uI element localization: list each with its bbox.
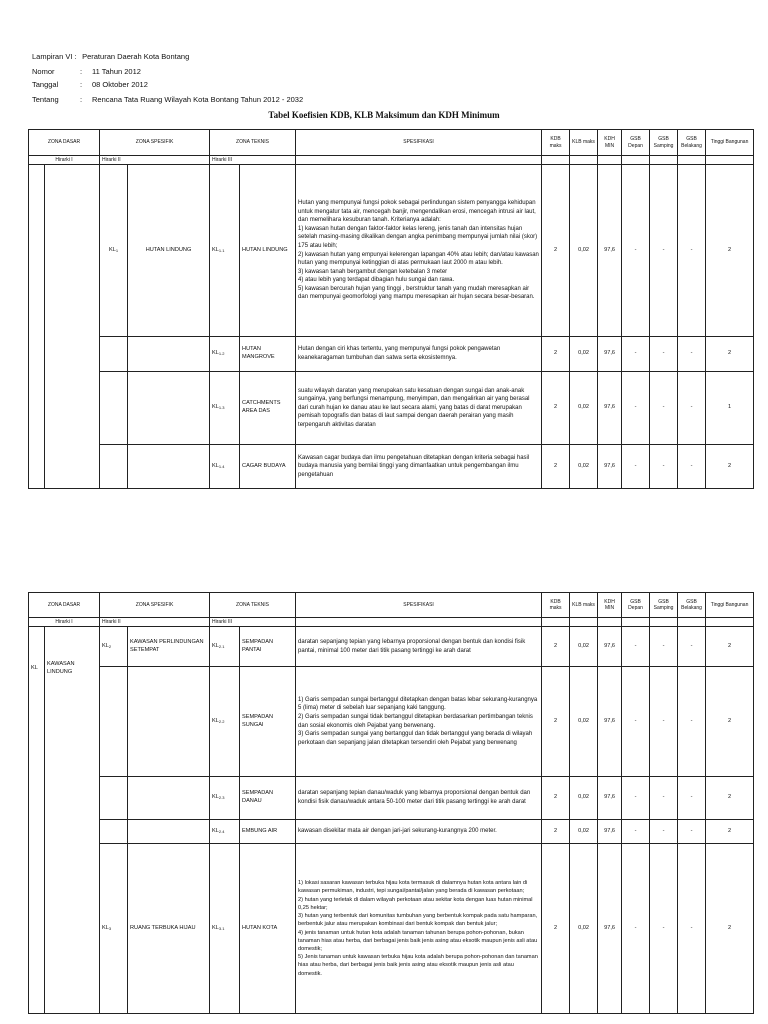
zona-spesifik-name: RUANG TERBUKA HIJAU <box>128 844 210 1014</box>
kdh-cell: 97,6 <box>598 627 622 667</box>
header-klb: KLB maks <box>570 130 598 156</box>
tanggal-value: 08 Oktober 2012 <box>92 80 148 89</box>
kdb-cell: 2 <box>542 820 570 844</box>
hirarki-2: Hirarki II <box>100 618 210 627</box>
tinggi-cell: 1 <box>706 372 754 445</box>
header-gsb-samping: GSB Samping <box>650 130 678 156</box>
hirarki-3: Hirarki III <box>210 618 296 627</box>
zona-teknis-code: $KL_{2.2}$ <box>210 667 240 777</box>
spesifikasi-cell: Hutan yang mempunyai fungsi pokok sebagai perlindungan sistem penyangga kehidupan untuk mengatur tata air, mencegah banjir, mengendalikan erosi, mencegah intrusi air laut, dan memelihara kesuburan tanah. Kriterianya adalah: 1) kawasan hutan dengan faktor-faktor kelas lereng, jenis tanah dan intensitas hujan setelah masing-masing dikalikan dengan angka penimbang mempunyai jumlah nilai (skor) 175 atau lebih; 2) kawasan hutan yang empunyai kelerengan lapangan 40% atau lebih; dan/atau kawasan hutan yang mempunyai ketinggian di atas permukaan laut 2000 m atau lebih. 3) kawasan tanah bergambut dengan ketebalan 3 meter 4) atau lebih yang terdapat dibagian hulu sungai dan rawa. 5) kawasan bercurah hujan yang tinggi , berstruktur tanah yang mudah meresapkan air dan mempunyai geomorfologi yang mampu meresapkan air hujan secara besar-besaran. <box>296 165 542 337</box>
table-row <box>29 777 754 820</box>
kdb-cell: 2 <box>542 445 570 489</box>
tinggi-cell: 2 <box>706 777 754 820</box>
gsb-belakang-cell: - <box>678 445 706 489</box>
header-zona-dasar: ZONA DASAR <box>29 593 100 618</box>
tinggi-cell: 2 <box>706 165 754 337</box>
gsb-belakang-cell: - <box>678 777 706 820</box>
hirarki-1: Hirarki I <box>29 156 100 165</box>
header-spesifikasi: SPESIFIKASI <box>296 130 542 156</box>
gsb-depan-cell: - <box>622 372 650 445</box>
hierarchy-row <box>29 618 754 627</box>
tentang-value: Rencana Tata Ruang Wilayah Kota Bontang Tahun 2012 - 2032 <box>92 95 304 104</box>
header-zona-teknis: ZONA TEKNIS <box>210 593 296 618</box>
table-row <box>29 372 754 445</box>
gsb-depan-cell: - <box>622 820 650 844</box>
gsb-depan-cell: - <box>622 165 650 337</box>
header-row <box>29 130 754 156</box>
header-kdh: KDH MIN <box>598 130 622 156</box>
tinggi-cell: 2 <box>706 844 754 1014</box>
header-zona-spesifik: ZONA SPESIFIK <box>100 593 210 618</box>
spesifikasi-cell: kawasan disekitar mata air dengan jari-jari sekurang-kurangnya 200 meter. <box>296 820 542 844</box>
zona-spesifik-name: HUTAN LINDUNG <box>128 165 210 337</box>
klb-cell: 0,02 <box>570 627 598 667</box>
kdb-cell: 2 <box>542 627 570 667</box>
gsb-belakang-cell: - <box>678 820 706 844</box>
zona-teknis-code: $KL_{3.1}$ <box>210 844 240 1014</box>
tentang-line <box>32 95 303 105</box>
gsb-depan-cell: - <box>622 445 650 489</box>
nomor-value: 11 Tahun 2012 <box>92 67 141 76</box>
zona-dasar-code: KL <box>29 627 45 1014</box>
kdb-table-page-1 <box>28 129 754 489</box>
gsb-samping-cell: - <box>650 844 678 1014</box>
zona-teknis-code: $KL_{1.4}$ <box>210 445 240 489</box>
zona-teknis-name: HUTAN MANGROVE <box>240 337 296 372</box>
header-kdh: KDH MIN <box>598 593 622 618</box>
kdh-cell: 97,6 <box>598 372 622 445</box>
header-zona-dasar: ZONA DASAR <box>29 130 100 156</box>
header-tinggi: Tinggi Bangunan <box>706 593 754 618</box>
zona-teknis-code: $KL_{1.3}$ <box>210 372 240 445</box>
zona-spesifik-code: $KL_1$ <box>100 165 128 337</box>
gsb-samping-cell: - <box>650 667 678 777</box>
zona-dasar-name-cell <box>45 165 100 489</box>
table-row <box>29 627 754 667</box>
gsb-belakang-cell: - <box>678 337 706 372</box>
tentang-separator: : <box>80 95 83 104</box>
gsb-depan-cell: - <box>622 844 650 1014</box>
gsb-samping-cell: - <box>650 627 678 667</box>
zona-spesifik-code: $KL_2$ <box>100 627 128 667</box>
spesifikasi-cell: suatu wilayah daratan yang merupakan satu kesatuan dengan sungai dan anak-anak sungainya, yang berfungsi menampung, menyimpan, dan mengalirkan air yang berasal dari curah hujan ke danau atau ke laut secara alami, yang batas di darat merupakan pemisah topografis dan batas di laut sampai dengan daerah perairan yang masih terpengaruh aktivitas daratan <box>296 372 542 445</box>
hirarki-1: Hirarki I <box>29 618 100 627</box>
zona-teknis-code: $KL_{1.2}$ <box>210 337 240 372</box>
kdb-cell: 2 <box>542 667 570 777</box>
zona-teknis-name: SEMPADAN SUNGAI <box>240 667 296 777</box>
klb-cell: 0,02 <box>570 777 598 820</box>
klb-cell: 0,02 <box>570 372 598 445</box>
tinggi-cell: 2 <box>706 667 754 777</box>
gsb-depan-cell: - <box>622 667 650 777</box>
hirarki-3: Hirarki III <box>210 156 296 165</box>
zona-teknis-name: HUTAN KOTA <box>240 844 296 1014</box>
klb-cell: 0,02 <box>570 844 598 1014</box>
zona-teknis-name: CATCHMENTS AREA DAS <box>240 372 296 445</box>
zona-teknis-name: HUTAN LINDUNG <box>240 165 296 337</box>
kdh-cell: 97,6 <box>598 165 622 337</box>
header-gsb-belakang: GSB Belakang <box>678 130 706 156</box>
zona-teknis-name: CAGAR BUDAYA <box>240 445 296 489</box>
spesifikasi-cell: 1) lokasi sasaran kawasan terbuka hijau kota termasuk di dalamnya hutan kota antara lain di kawasan permukiman, industri, tepi sungai/pantai/jalan yang berada di kawasan perkotaan; 2) hutan yang terletak di dalam wilayah perkotaan atau sekitar kota dengan luas hutan minimal 0,25 hektar; 3) hutan yang terbentuk dari komunitas tumbuhan yang berbentuk kompak pada satu hamparan, berbentuk jalur atau merupakan kombinasi dari bentuk kompak dan bentuk jalur; 4) jenis tanaman untuk hutan kota adalah tanaman tahunan berupa pohon-pohonan, bukan tanaman hias atau herba, dari berbagai jenis baik jenis asing atau eksotik maupun jenis asli atau domestik; 5) Jenis tanaman untuk kawasan terbuka hijau kota adalah berupa pohon-pohonan dan tanaman hias atau herba, dari berbagai jenis baik jenis asing atau eksotik maupun jenis asli atau domestik. <box>296 844 542 1014</box>
kdb-cell: 2 <box>542 844 570 1014</box>
gsb-depan-cell: - <box>622 627 650 667</box>
tinggi-cell: 2 <box>706 445 754 489</box>
zona-dasar-name: KAWASAN LINDUNG <box>45 627 100 1014</box>
tanggal-line <box>32 80 148 90</box>
tanggal-label: Tanggal <box>32 80 59 89</box>
tinggi-cell: 2 <box>706 337 754 372</box>
nomor-line <box>32 67 141 77</box>
zona-teknis-code: $KL_{2.1}$ <box>210 627 240 667</box>
table-row <box>29 844 754 1014</box>
tanggal-separator: : <box>80 80 83 89</box>
gsb-samping-cell: - <box>650 820 678 844</box>
header-gsb-depan: GSB Depan <box>622 130 650 156</box>
spesifikasi-cell: daratan sepanjang tepian danau/waduk yang lebarnya proporsional dengan bentuk dan kondisi fisik danau/waduk antara 50-100 meter dari titik pasang tertinggi ke arah darat <box>296 777 542 820</box>
kdb-cell: 2 <box>542 337 570 372</box>
table-row <box>29 445 754 489</box>
zona-teknis-name: SEMPADAN DANAU <box>240 777 296 820</box>
kdh-cell: 97,6 <box>598 777 622 820</box>
table-row <box>29 337 754 372</box>
hirarki-2: Hirarki II <box>100 156 210 165</box>
gsb-belakang-cell: - <box>678 165 706 337</box>
table-row <box>29 820 754 844</box>
klb-cell: 0,02 <box>570 165 598 337</box>
lampiran-value: Peraturan Daerah Kota Bontang <box>82 52 190 61</box>
kdb-cell: 2 <box>542 165 570 337</box>
klb-cell: 0,02 <box>570 445 598 489</box>
kdh-cell: 97,6 <box>598 337 622 372</box>
spesifikasi-cell: daratan sepanjang tepian yang lebarnya proporsional dengan bentuk dan kondisi fisik pantai, minimal 100 meter dari titik pasang tertinggi ke arah darat <box>296 627 542 667</box>
hierarchy-row <box>29 156 754 165</box>
spesifikasi-cell: Kawasan cagar budaya dan ilmu pengetahuan ditetapkan dengan kriteria sebagai hasil budaya manusia yang bernilai tinggi yang dimanfaatkan untuk pengembangan ilmu pengetahuan <box>296 445 542 489</box>
kdb-table-page-2 <box>28 592 754 1014</box>
zona-dasar-cell <box>29 165 45 489</box>
tinggi-cell: 2 <box>706 820 754 844</box>
gsb-samping-cell: - <box>650 165 678 337</box>
table-row <box>29 667 754 777</box>
spesifikasi-cell: 1) Garis sempadan sungai bertanggul ditetapkan dengan batas lebar sekurang-kurangnya 5 (lima) meter di sebelah luar sepanjang kaki tanggung. 2) Garis sempadan sungai tidak bertanggul ditetapkan berdasarkan pertimbangan teknis dan sosial ekonomis oleh Pejabat yang berwenang. 3) Garis sempadan sungai yang bertanggul dan tidak bertanggul yang berada di wilayah perkotaan dan sepanjang jalan ditetapkan tersendiri oleh Pejabat yang berwenang <box>296 667 542 777</box>
kdh-cell: 97,6 <box>598 445 622 489</box>
zona-teknis-name: SEMPADAN PANTAI <box>240 627 296 667</box>
header-kdb: KDB maks <box>542 593 570 618</box>
kdh-cell: 97,6 <box>598 667 622 777</box>
gsb-depan-cell: - <box>622 777 650 820</box>
tentang-label: Tentang <box>32 95 59 104</box>
gsb-belakang-cell: - <box>678 844 706 1014</box>
klb-cell: 0,02 <box>570 820 598 844</box>
lampiran-label: Lampiran VI : <box>32 52 77 61</box>
gsb-samping-cell: - <box>650 372 678 445</box>
header-kdb: KDB maks <box>542 130 570 156</box>
header-gsb-depan: GSB Depan <box>622 593 650 618</box>
nomor-label: Nomor <box>32 67 55 76</box>
gsb-samping-cell: - <box>650 777 678 820</box>
header-tinggi: Tinggi Bangunan <box>706 130 754 156</box>
kdh-cell: 97,6 <box>598 844 622 1014</box>
zona-spesifik-name: KAWASAN PERLINDUNGAN SETEMPAT <box>128 627 210 667</box>
zona-teknis-code: $KL_{2.3}$ <box>210 777 240 820</box>
lampiran-line <box>32 52 189 62</box>
klb-cell: 0,02 <box>570 667 598 777</box>
header-gsb-belakang: GSB Belakang <box>678 593 706 618</box>
kdb-cell: 2 <box>542 777 570 820</box>
header-zona-teknis: ZONA TEKNIS <box>210 130 296 156</box>
zona-teknis-name: EMBUNG AIR <box>240 820 296 844</box>
header-gsb-samping: GSB Samping <box>650 593 678 618</box>
gsb-belakang-cell: - <box>678 667 706 777</box>
gsb-belakang-cell: - <box>678 372 706 445</box>
kdb-cell: 2 <box>542 372 570 445</box>
header-spesifikasi: SPESIFIKASI <box>296 593 542 618</box>
tinggi-cell: 2 <box>706 627 754 667</box>
table-row <box>29 165 754 337</box>
gsb-samping-cell: - <box>650 337 678 372</box>
spesifikasi-cell: Hutan dengan ciri khas tertentu, yang mempunyai fungsi pokok pengawetan keanekaragaman tumbuhan dan satwa serta ekosistemnya. <box>296 337 542 372</box>
kdh-cell: 97,6 <box>598 820 622 844</box>
klb-cell: 0,02 <box>570 337 598 372</box>
nomor-separator: : <box>80 67 83 76</box>
header-zona-spesifik: ZONA SPESIFIK <box>100 130 210 156</box>
header-row <box>29 593 754 618</box>
gsb-depan-cell: - <box>622 337 650 372</box>
header-klb: KLB maks <box>570 593 598 618</box>
zona-teknis-code: $KL_{1.1}$ <box>210 165 240 337</box>
gsb-belakang-cell: - <box>678 627 706 667</box>
table-title: Tabel Koefisien KDB, KLB Maksimum dan KDH Minimum <box>268 110 500 120</box>
zona-spesifik-code: $KL_3$ <box>100 844 128 1014</box>
zona-teknis-code: $KL_{2.4}$ <box>210 820 240 844</box>
gsb-samping-cell: - <box>650 445 678 489</box>
